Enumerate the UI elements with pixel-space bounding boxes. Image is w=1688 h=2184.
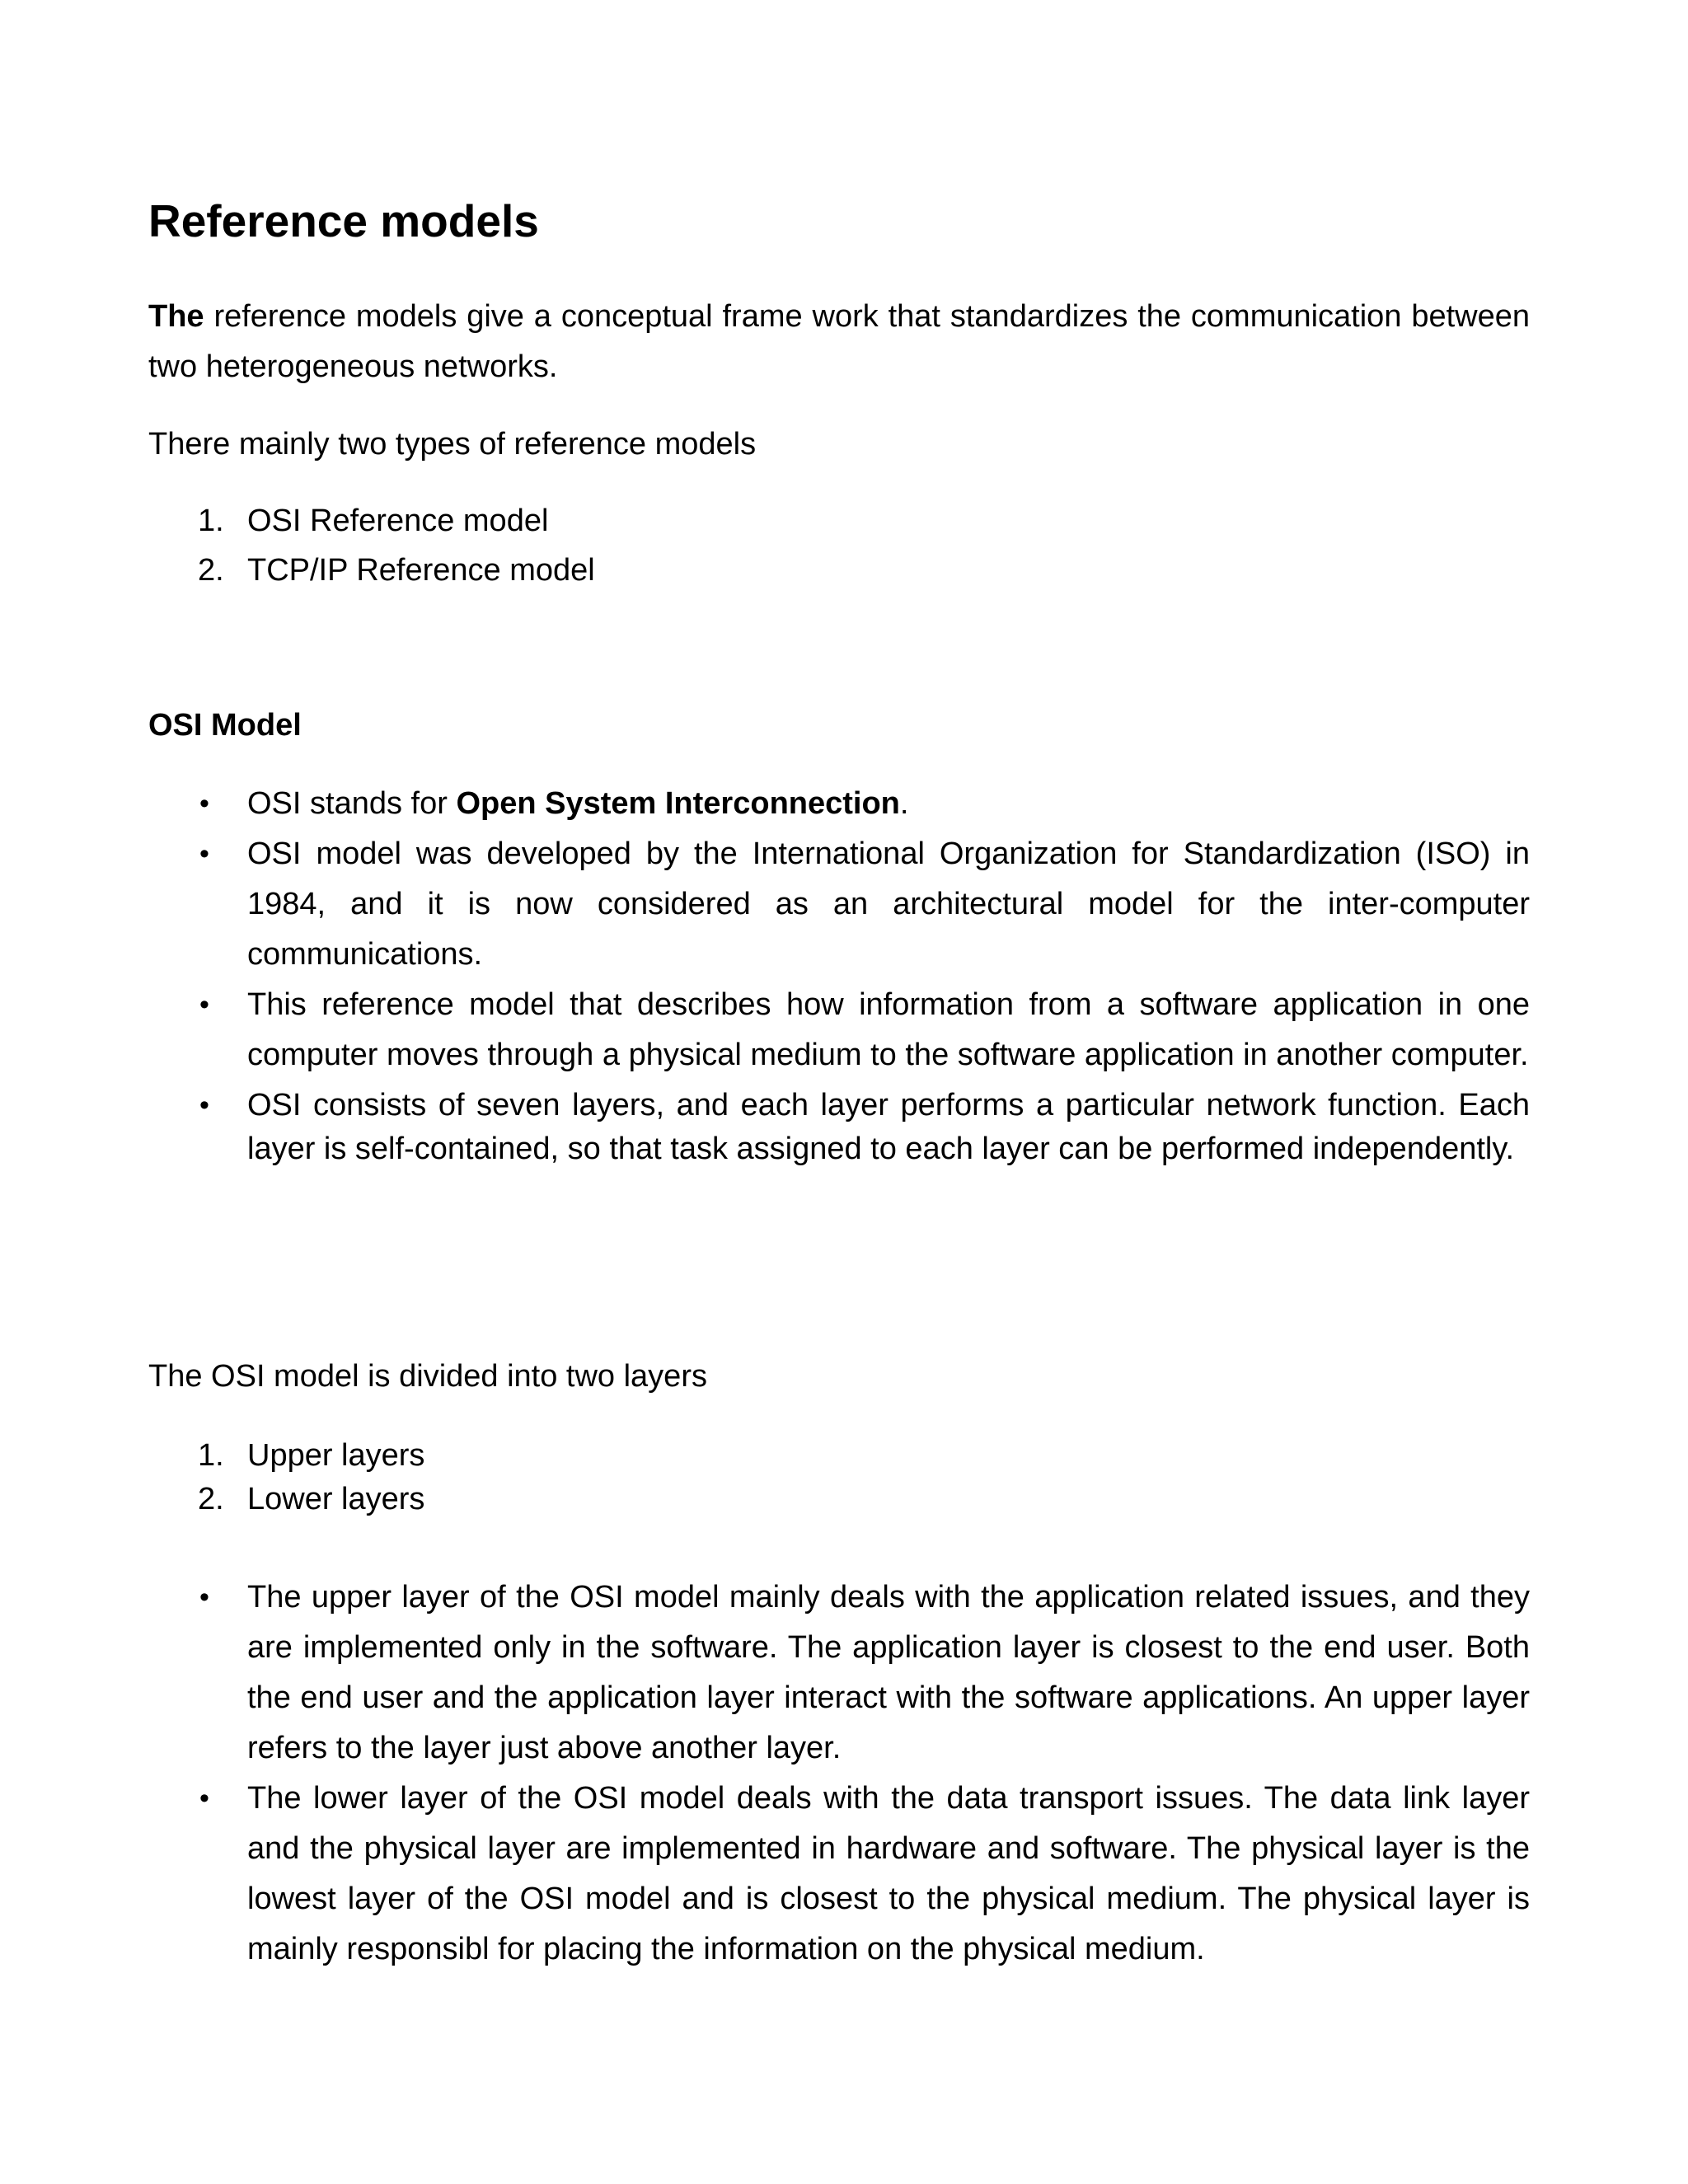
list-item-text: The lower layer of the OSI model deals with the data transport issues. The data link layer and the physical layer are implemented in hardware and software. The physical layer is the lowest layer of the OSI model and is closest to the physical medium. The physical layer is mainly responsibl for placing the information on the physical medium. (247, 1781, 1530, 1966)
list-item-text: This reference model that describes how information from a software application in one computer moves through a physical medium to the software application in another computer. (247, 987, 1530, 1072)
list-number: 1. (198, 1438, 224, 1473)
list-item-text: Upper layers (247, 1438, 425, 1473)
list-item (148, 1080, 1530, 1171)
list-item (148, 1478, 1530, 1521)
list-item-text-prefix: OSI stands for (247, 786, 457, 821)
list-item (148, 1774, 1530, 1975)
list-item-text: OSI Reference model (247, 504, 549, 538)
list-item (148, 1434, 1530, 1478)
layers-list (148, 1434, 1530, 1521)
list-item-text: OSI model was developed by the International Organization for Standardization (ISO) in 1984, and it is now considered as an architectural model for the inter-computer communications. (247, 837, 1530, 972)
intro-lead: The (148, 299, 204, 334)
list-item (148, 829, 1530, 980)
list-item (148, 779, 1530, 829)
list-number: 1. (198, 504, 224, 538)
list-item-text: The upper layer of the OSI model mainly deals with the application related issues, and they are implemented only in the software. The application layer is closest to the end user. Both the end user and the application layer interact with the software applications. An upper layer refers to the layer just above another layer. (247, 1580, 1530, 1765)
types-intro: There mainly two types of reference models (148, 427, 757, 462)
bullet-icon: • (199, 788, 209, 819)
list-item-text: Lower layers (247, 1482, 425, 1516)
intro-text: reference models give a conceptual frame work that standardizes the communication between two heterogeneous networks. (148, 299, 1530, 384)
bullet-icon: • (199, 1090, 209, 1121)
list-item (148, 980, 1530, 1080)
layers-bullet-list (148, 1572, 1530, 1975)
bullet-icon: • (199, 989, 209, 1020)
osi-bullet-list (148, 779, 1530, 1171)
list-item-text-suffix: . (899, 786, 909, 821)
divided-intro: The OSI model is divided into two layers (148, 1359, 707, 1394)
list-item-text-bold: Open System Interconnection (456, 786, 900, 821)
bullet-icon: • (199, 1783, 209, 1814)
list-number: 2. (198, 1482, 224, 1516)
intro-paragraph (148, 292, 1530, 392)
bullet-icon: • (199, 1582, 209, 1613)
list-item (148, 546, 1530, 595)
list-item (148, 1572, 1530, 1774)
page-title: Reference models (148, 195, 539, 246)
list-number: 2. (198, 553, 224, 588)
list-item (148, 496, 1530, 546)
types-list (148, 496, 1530, 595)
list-item-text: OSI consists of seven layers, and each layer performs a particular network function. Each layer is self-contained, so that task assigned to each layer can be performed independently. (247, 1088, 1530, 1166)
list-item-text: TCP/IP Reference model (247, 553, 595, 588)
bullet-icon: • (199, 838, 209, 869)
section-heading: OSI Model (148, 708, 302, 743)
